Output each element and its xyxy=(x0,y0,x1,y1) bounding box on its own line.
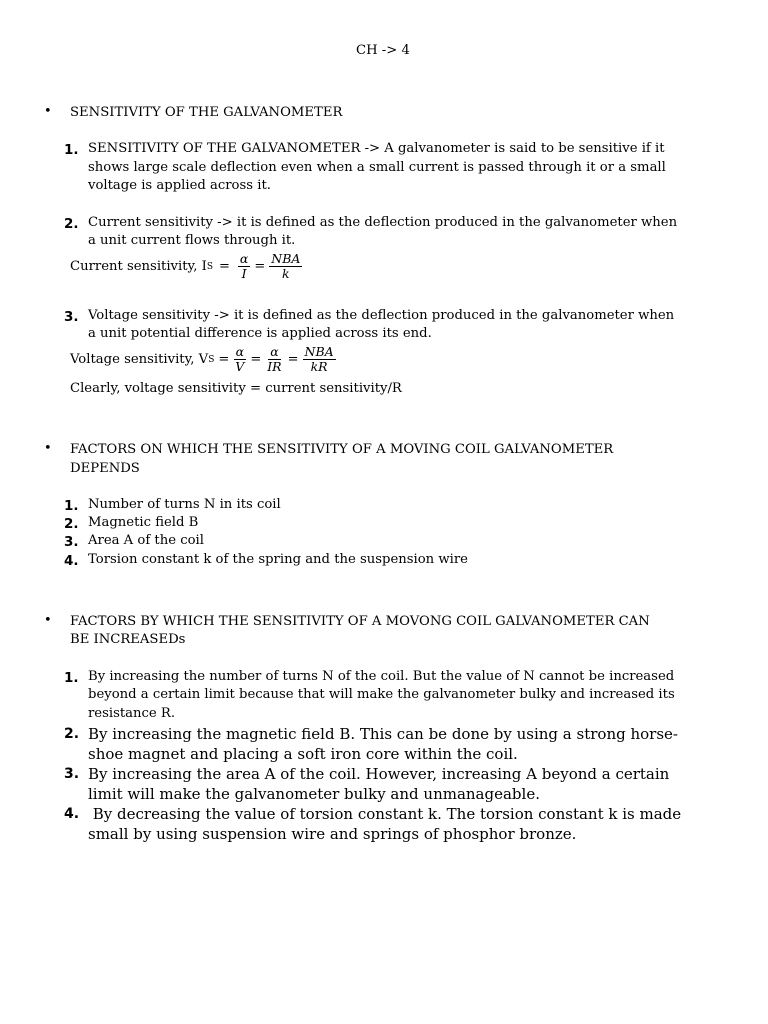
current-sensitivity-formula xyxy=(70,252,304,281)
section1-title: SENSITIVITY OF THE GALVANOMETER xyxy=(70,105,343,120)
section2-title: DEPENDS xyxy=(70,461,140,476)
list-number: 4. xyxy=(64,553,79,569)
voltage-current-relation: Clearly, voltage sensitivity = current sensitivity/R xyxy=(70,381,402,396)
list-item-line: By decreasing the value of torsion constant k. The torsion constant k is made xyxy=(88,805,682,823)
fraction-numerator: α xyxy=(239,251,249,266)
formula-subscript: S xyxy=(206,261,213,272)
list-item-line: shows large scale deflection even when a small current is passed through it or a small xyxy=(88,160,666,175)
list-number: 2. xyxy=(64,216,79,232)
equals-sign: = xyxy=(287,352,299,367)
fraction-numerator: NBA xyxy=(271,251,301,266)
fraction xyxy=(238,252,250,281)
list-item-line: voltage is applied across it. xyxy=(88,178,271,193)
list-item-line: small by using suspension wire and springs of phosphor bronze. xyxy=(88,825,577,843)
fraction-numerator: NBA xyxy=(304,344,334,359)
list-number: 1. xyxy=(64,142,79,158)
fraction xyxy=(269,252,302,281)
voltage-sensitivity-formula xyxy=(70,345,338,374)
fraction-numerator: α xyxy=(235,344,245,359)
fraction-denominator: V xyxy=(235,359,245,374)
fraction xyxy=(303,345,336,374)
formula-subscript: S xyxy=(208,354,215,365)
list-number: 1. xyxy=(64,670,79,686)
bullet-icon: • xyxy=(44,613,52,628)
equals-sign: = xyxy=(218,352,230,367)
section3-title: FACTORS BY WHICH THE SENSITIVITY OF A MOVONG COIL GALVANOMETER CAN xyxy=(70,614,650,629)
list-item-line: a unit potential difference is applied across its end. xyxy=(88,326,432,341)
list-item: Area A of the coil xyxy=(88,533,204,548)
bullet-icon: • xyxy=(44,441,52,456)
list-number: 4. xyxy=(64,806,80,822)
list-item: Number of turns N in its coil xyxy=(88,497,281,512)
equals-sign: = xyxy=(250,352,262,367)
list-number: 2. xyxy=(64,516,79,532)
fraction xyxy=(265,345,283,374)
list-item-line: beyond a certain limit because that will make the galvanometer bulky and increased its xyxy=(88,687,675,702)
fraction-denominator: IR xyxy=(267,359,282,374)
fraction-denominator: k xyxy=(282,266,290,281)
fraction-denominator: kR xyxy=(310,359,328,374)
chapter-heading: CH -> 4 xyxy=(356,43,410,58)
list-number: 3. xyxy=(64,766,80,782)
section2-title: FACTORS ON WHICH THE SENSITIVITY OF A MOVING COIL GALVANOMETER xyxy=(70,442,614,457)
list-item: Magnetic field B xyxy=(88,515,199,530)
fraction-denominator: I xyxy=(241,266,247,281)
list-item-line: a unit current flows through it. xyxy=(88,233,296,248)
fraction xyxy=(233,345,246,374)
formula-label: Current sensitivity, I xyxy=(70,259,207,274)
list-item-line: By increasing the number of turns N of the coil. But the value of N cannot be increased xyxy=(88,669,675,684)
list-number: 1. xyxy=(64,498,79,514)
equals-sign: = xyxy=(218,259,230,274)
list-item-line: SENSITIVITY OF THE GALVANOMETER -> A galvanometer is said to be sensitive if it xyxy=(88,141,665,156)
list-item-line: Current sensitivity -> it is defined as the deflection produced in the galvanometer when xyxy=(88,215,678,230)
list-item-line: resistance R. xyxy=(88,706,176,721)
list-number: 3. xyxy=(64,534,79,550)
list-item: Torsion constant k of the spring and the suspension wire xyxy=(88,552,468,567)
list-number: 3. xyxy=(64,309,79,325)
equals-sign: = xyxy=(254,259,266,274)
list-item-line: By increasing the area A of the coil. However, increasing A beyond a certain xyxy=(88,765,670,783)
list-number: 2. xyxy=(64,726,80,742)
formula-label: Voltage sensitivity, V xyxy=(70,352,209,367)
section3-title: BE INCREASEDs xyxy=(70,632,186,647)
list-item-line: limit will make the galvanometer bulky and unmanageable. xyxy=(88,785,540,803)
bullet-icon: • xyxy=(44,104,52,119)
fraction-numerator: α xyxy=(270,344,279,359)
list-item-line: shoe magnet and placing a soft iron core within the coil. xyxy=(88,745,518,763)
list-item-line: Voltage sensitivity -> it is defined as the deflection produced in the galvanometer when xyxy=(88,308,675,323)
list-item-line: By increasing the magnetic field B. This can be done by using a strong horse- xyxy=(88,725,678,743)
